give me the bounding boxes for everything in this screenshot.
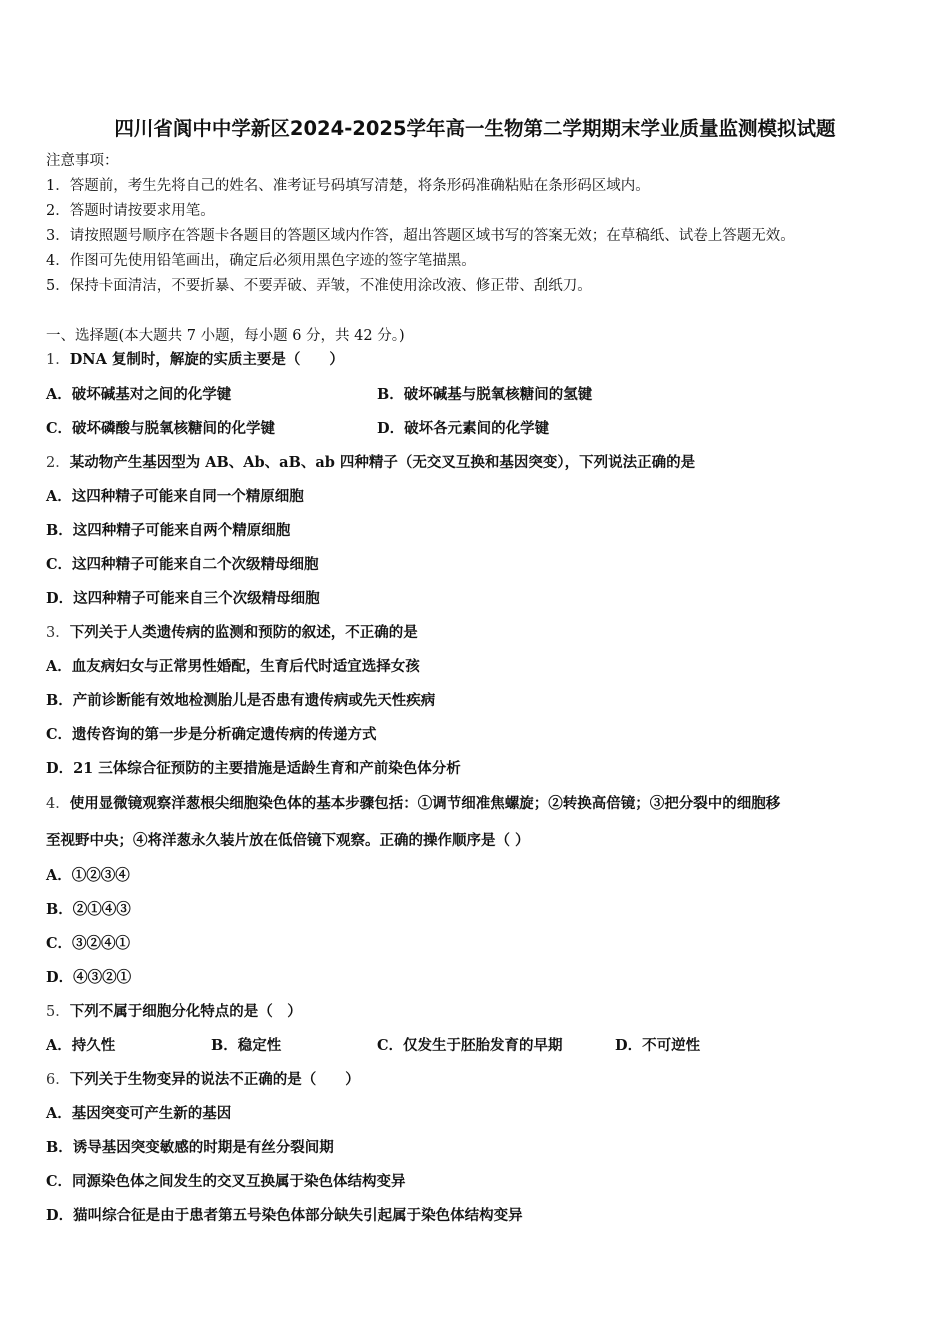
question-4 bbox=[46, 794, 780, 814]
section-heading: 一、选择题(本大题共 7 小题，每小题 6 分，共 42 分。) bbox=[46, 328, 405, 344]
question-stem: DNA 复制时，解旋的实质主要是（ ） bbox=[69, 351, 344, 368]
notice-item: 3．请按照题号顺序在答题卡各题目的答题区域内作答，超出答题区域书写的答案无效；在草稿纸、试卷上答题无效。 bbox=[46, 228, 795, 244]
option: B．破坏碱基与脱氧核糖间的氢键 bbox=[377, 386, 593, 403]
question-number: 1． bbox=[46, 352, 70, 368]
option: B．稳定性 bbox=[211, 1037, 282, 1054]
notice-heading: 注意事项： bbox=[46, 153, 119, 169]
notice-item: 5．保持卡面清洁，不要折暴、不要弄破、弄皱，不准使用涂改液、修正带、刮纸刀。 bbox=[46, 278, 592, 294]
question-stem: 下列不属于细胞分化特点的是（ ） bbox=[69, 1003, 302, 1020]
question-stem: 某动物产生基因型为 AB、Ab、aB、ab 四种精子（无交叉互换和基因突变），下列说法正确的是 bbox=[69, 454, 696, 471]
notice-item: 4．作图可先使用铅笔画出，确定后必须用黑色字迹的签字笔描黑。 bbox=[46, 253, 476, 269]
notice-item: 1．答题前，考生先将自己的姓名、准考证号码填写清楚，将条形码准确粘贴在条形码区域内。 bbox=[46, 178, 650, 194]
question-3 bbox=[46, 623, 418, 643]
option: D．④③②① bbox=[46, 969, 132, 986]
question-stem: 下列关于生物变异的说法不正确的是（ ） bbox=[69, 1071, 360, 1088]
option: B．产前诊断能有效地检测胎儿是否患有遗传病或先天性疾病 bbox=[46, 692, 436, 709]
option: D．不可逆性 bbox=[615, 1037, 701, 1054]
option: C．同源染色体之间发生的交叉互换属于染色体结构变异 bbox=[46, 1173, 406, 1190]
question-number: 6． bbox=[46, 1072, 70, 1088]
option: A．血友病妇女与正常男性婚配，生育后代时适宜选择女孩 bbox=[46, 658, 420, 675]
option: D．21 三体综合征预防的主要措施是适龄生育和产前染色体分析 bbox=[46, 760, 461, 777]
option: B．诱导基因突变敏感的时期是有丝分裂间期 bbox=[46, 1139, 334, 1156]
option: B．②①④③ bbox=[46, 901, 131, 918]
option: C．遗传咨询的第一步是分析确定遗传病的传递方式 bbox=[46, 726, 377, 743]
option: A．这四种精子可能来自同一个精原细胞 bbox=[46, 488, 304, 505]
notice-item: 2．答题时请按要求用笔。 bbox=[46, 203, 215, 219]
option: B．这四种精子可能来自两个精原细胞 bbox=[46, 522, 291, 539]
option: C．破坏磷酸与脱氧核糖间的化学键 bbox=[46, 420, 276, 437]
question-stem: 使用显微镜观察洋葱根尖细胞染色体的基本步骤包括：①调节细准焦螺旋；②转换高倍镜；③把分裂中的细胞移 bbox=[69, 795, 781, 812]
question-number: 4． bbox=[46, 796, 70, 812]
option: C．③②④① bbox=[46, 935, 131, 952]
option: C．仅发生于胚胎发育的早期 bbox=[377, 1037, 563, 1054]
question-5 bbox=[46, 1002, 302, 1022]
option: A．①②③④ bbox=[46, 867, 130, 884]
option: D．猫叫综合征是由于患者第五号染色体部分缺失引起属于染色体结构变异 bbox=[46, 1207, 523, 1224]
option: D．这四种精子可能来自三个次级精母细胞 bbox=[46, 590, 320, 607]
option: A．破坏碱基对之间的化学键 bbox=[46, 386, 232, 403]
option: A．持久性 bbox=[46, 1037, 116, 1054]
question-1 bbox=[46, 350, 344, 370]
option: D．破坏各元素间的化学键 bbox=[377, 420, 550, 437]
question-stem-continued: 至视野中央；④将洋葱永久装片放在低倍镜下观察。正确的操作顺序是（ ） bbox=[46, 832, 530, 849]
question-number: 3． bbox=[46, 625, 70, 641]
question-number: 2． bbox=[46, 455, 70, 471]
option: A．基因突变可产生新的基因 bbox=[46, 1105, 232, 1122]
option: C．这四种精子可能来自二个次级精母细胞 bbox=[46, 556, 319, 573]
page-title: 四川省阆中中学新区2024-2025学年高一生物第二学期期末学业质量监测模拟试题 bbox=[114, 117, 836, 140]
question-number: 5． bbox=[46, 1004, 70, 1020]
question-2 bbox=[46, 453, 695, 473]
question-6 bbox=[46, 1070, 360, 1090]
question-stem: 下列关于人类遗传病的监测和预防的叙述，不正确的是 bbox=[69, 624, 418, 641]
